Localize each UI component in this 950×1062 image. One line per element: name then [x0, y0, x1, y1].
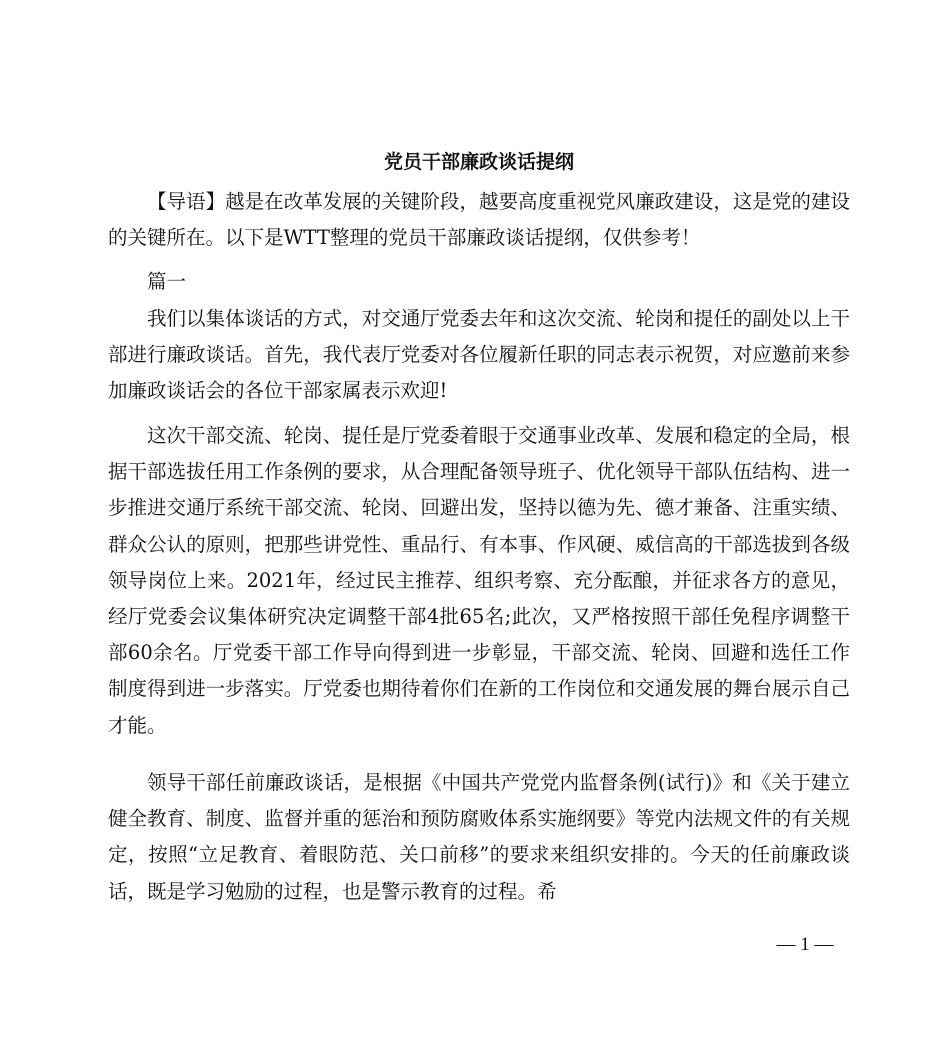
section-label: 篇一: [147, 270, 187, 293]
body-paragraph-3: 领导干部任前廉政谈话，是根据《中国共产党党内监督条例(试行)》和《关于建立健全教育、制度、监督并重的惩治和预防腐败体系实施纲要》等党内法规文件的有关规定，按照“立足教育、着眼防范、关口前移”的要求来组织安排的。今天的任前廉政谈话，既是学习勉励的过程，也是警示教育的过程。希: [108, 771, 850, 903]
lead-paragraph: 【导语】越是在改革发展的关键阶段，越要高度重视党风廉政建设，这是党的建设的关键所在。以下是WTT整理的党员干部廉政谈话提纲，仅供参考！: [108, 190, 850, 250]
body-paragraph-2: 这次干部交流、轮岗、提任是厅党委着眼于交通事业改革、发展和稳定的全局，根据干部选拔任用工作条例的要求，从合理配备领导班子、优化领导干部队伍结构、进一步推进交通厅系统干部交流、轮岗、回避出发，坚持以德为先、德才兼备、注重实绩、群众公认的原则，把那些讲党性、重品行、有本事、作风硬、威信高的干部选拔到各级领导岗位上来。2021年，经过民主推荐、组织考察、充分酝酿，并征求各方的意见，经厅党委会议集体研究决定调整干部4批65名;此次，又严格按照干部任免程序调整干部60余名。厅党委干部工作导向得到进一步彰显，干部交流、轮岗、回避和选任工作制度得到进一步落实。厅党委也期待着你们在新的工作岗位和交通发展的舞台展示自己才能。: [108, 424, 850, 737]
body-paragraph-1: 我们以集体谈话的方式，对交通厅党委去年和这次交流、轮岗和提任的副处以上干部进行廉政谈话。首先，我代表厅党委对各位履新任职的同志表示祝贺，对应邀前来参加廉政谈话会的各位干部家属表示欢迎!: [108, 307, 850, 403]
page-number: — 1 —: [776, 934, 834, 955]
document-title: 党员干部廉政谈话提纲: [383, 152, 574, 173]
